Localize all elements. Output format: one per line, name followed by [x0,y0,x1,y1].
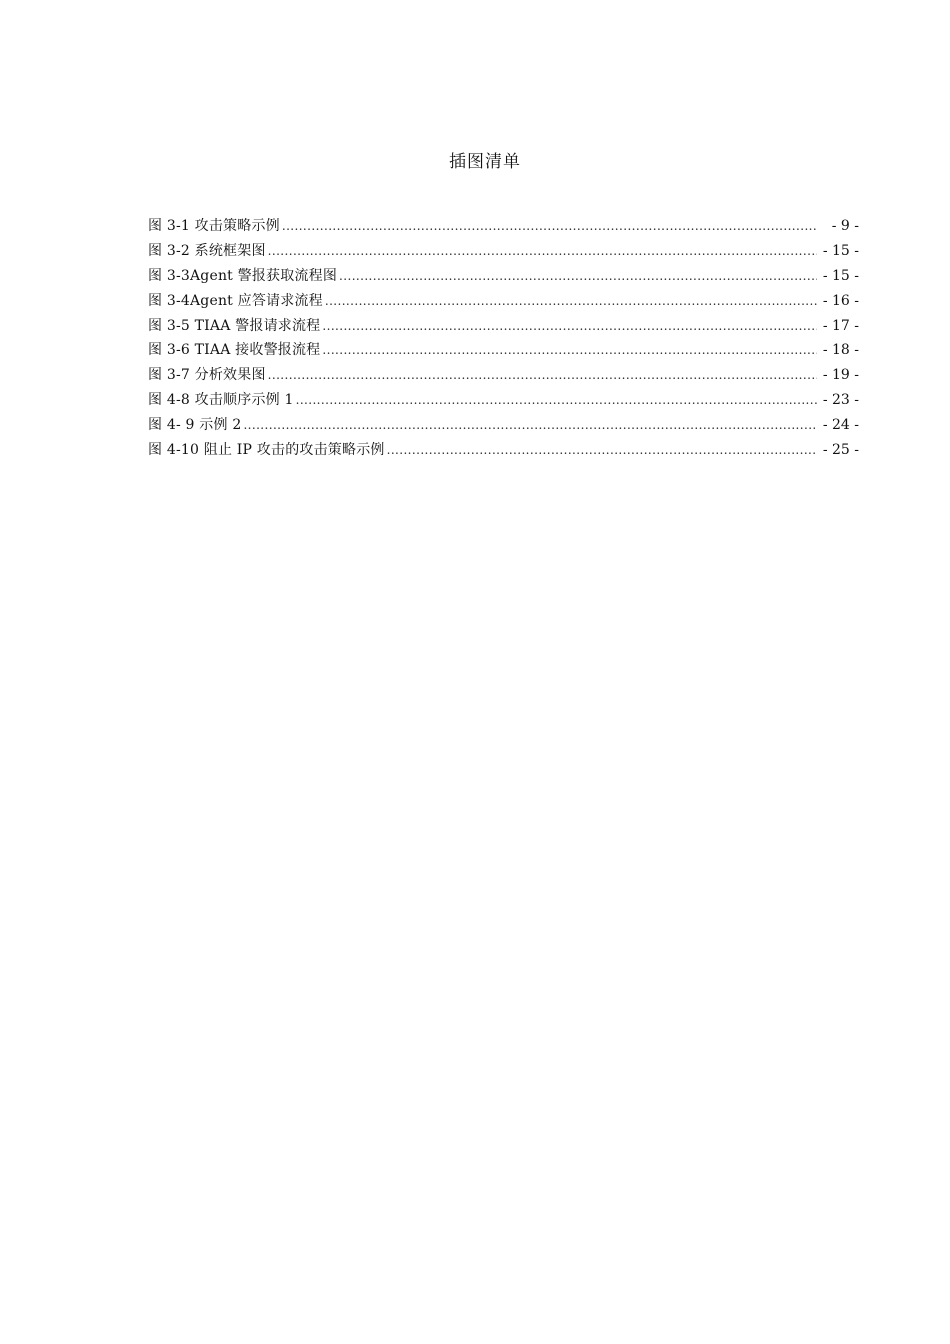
list-item [148,363,859,388]
entry-page-number: - 25 - [822,441,859,458]
entry-label: 图 3-2 系统框架图 [148,243,266,260]
list-item [148,338,859,363]
entry-label: 图 3-7 分析效果图 [148,367,266,384]
entry-page-number: - 17 - [822,317,859,334]
list-item [148,288,859,313]
entry-label: 图 3-3Agent 警报获取流程图 [148,267,338,284]
entry-label: 图 4-10 阻止 IP 攻击的攻击策略示例 [148,441,385,458]
list-item [148,437,859,462]
dot-leader [339,267,817,285]
page-title: 插图清单 [449,152,521,172]
entry-label: 图 3-5 TIAA 警报请求流程 [148,317,321,334]
dot-leader [322,317,817,335]
entry-label: 图 4-8 攻击顺序示例 1 [148,391,294,408]
figure-list [148,214,859,462]
entry-page-number: - 15 - [822,267,859,284]
dot-leader [296,391,817,409]
entry-page-number: - 18 - [822,342,859,359]
dot-leader [268,366,817,384]
entry-page-number: - 16 - [822,292,859,309]
entry-page-number: - 24 - [822,416,859,433]
dot-leader [325,292,817,310]
dot-leader [322,341,817,359]
entry-label: 图 3-4Agent 应答请求流程 [148,292,323,309]
entry-page-number: - 23 - [822,391,859,408]
entry-page-number: - 19 - [822,367,859,384]
entry-page-number: - 15 - [822,243,859,260]
entry-label: 图 3-6 TIAA 接收警报流程 [148,342,321,359]
list-item [148,214,859,239]
dot-leader [387,441,817,459]
list-item [148,388,859,413]
entry-label: 图 4- 9 示例 2 [148,416,242,433]
dot-leader [282,217,817,235]
dot-leader [243,416,817,434]
list-item [148,239,859,264]
entry-label: 图 3-1 攻击策略示例 [148,218,280,235]
list-item [148,264,859,289]
entry-page-number: - 9 - [831,218,859,235]
list-item [148,313,859,338]
dot-leader [268,242,817,260]
list-item [148,412,859,437]
